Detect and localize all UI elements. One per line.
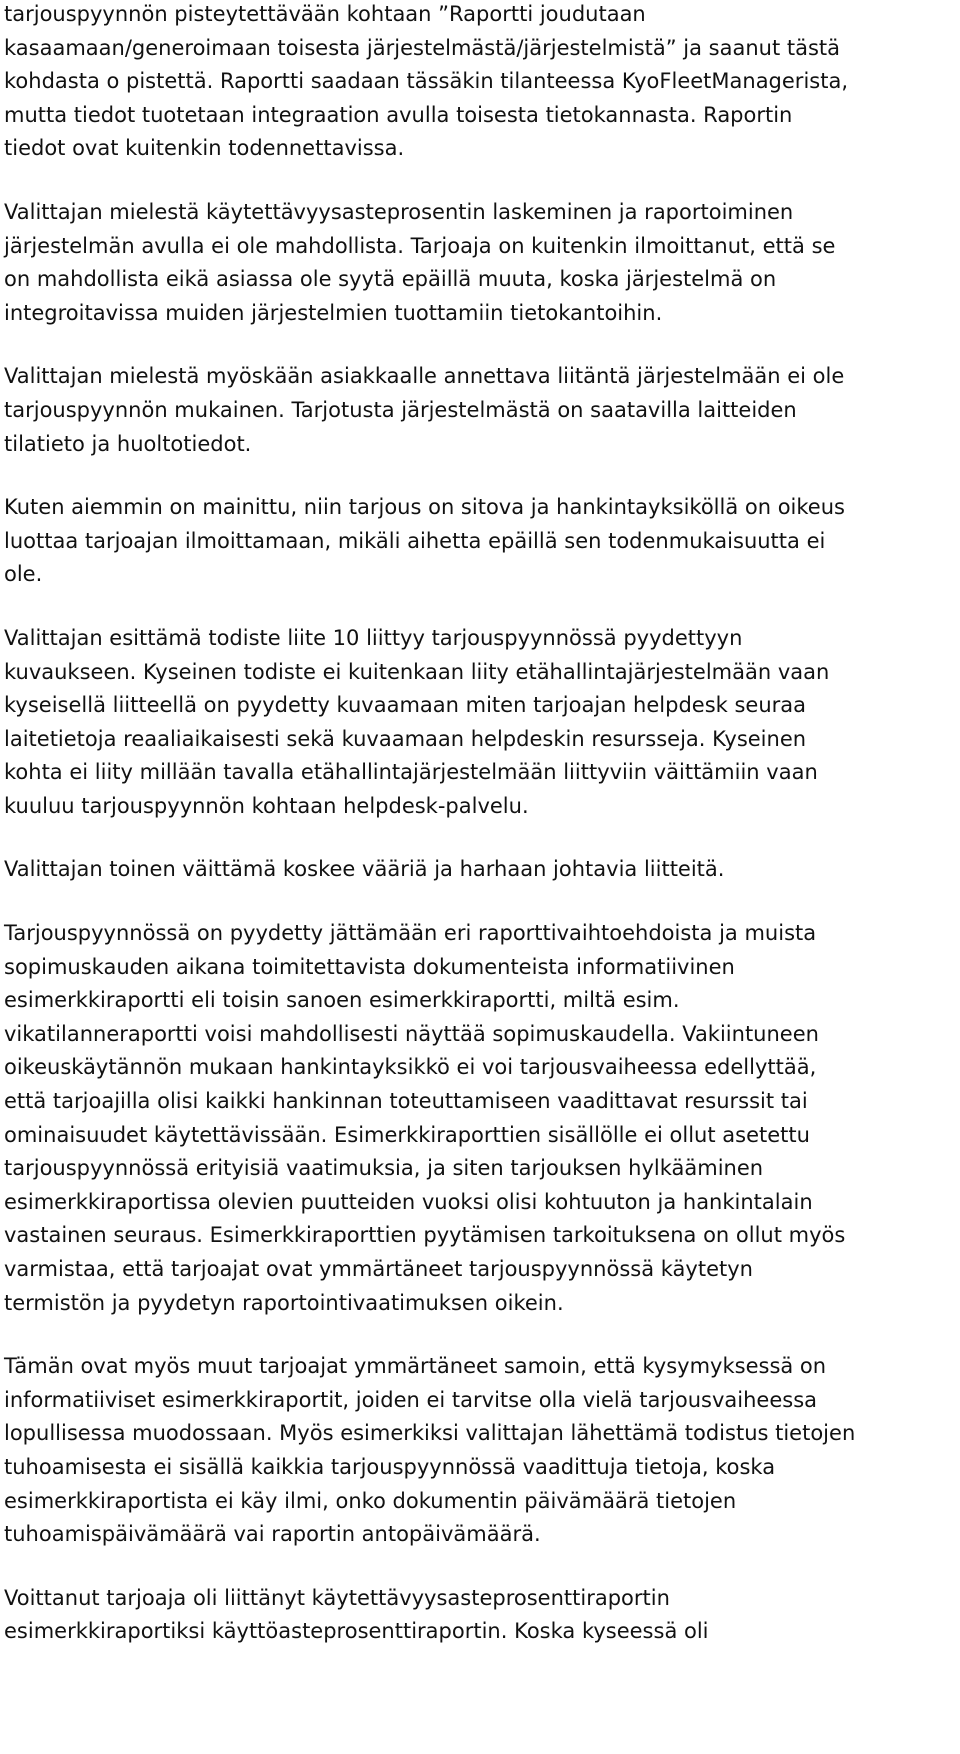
text-line: tilatieto ja huoltotiedot. — [4, 431, 252, 456]
paragraph — [4, 622, 946, 824]
paragraph — [4, 0, 946, 166]
text-line: kohdasta o pistettä. Raportti saadaan tässäkin tilanteessa KyoFleetManagerista, — [4, 69, 848, 94]
text-line: järjestelmän avulla ei ole mahdollista. Tarjoaja on kuitenkin ilmoittanut, että se — [4, 233, 836, 258]
text-line: sopimuskauden aikana toimitettavista dokumenteista informatiivinen — [4, 954, 735, 979]
text-line: esimerkkiraportissa olevien puutteiden vuoksi olisi kohtuuton ja hankintalain — [4, 1189, 813, 1214]
text-line: ominaisuudet käytettävissään. Esimerkkiraporttien sisällölle ei ollut asetettu — [4, 1122, 810, 1147]
text-line: laitetietoja reaaliaikaisesti sekä kuvaamaan helpdeskin resursseja. Kyseinen — [4, 726, 807, 751]
text-line: kohta ei liity millään tavalla etähallintajärjestelmään liittyviin väittämiin vaan — [4, 760, 818, 785]
text-line: Valittajan esittämä todiste liite 10 liittyy tarjouspyynnössä pyydettyyn — [4, 625, 743, 650]
text-line: Voittanut tarjoaja oli liittänyt käytettävyysasteprosenttiraportin — [4, 1585, 670, 1610]
text-line: kuvaukseen. Kyseinen todiste ei kuitenkaan liity etähallintajärjestelmään vaan — [4, 659, 830, 684]
text-line: tarjouspyynnössä erityisiä vaatimuksia, ja siten tarjouksen hylkääminen — [4, 1156, 764, 1181]
text-line: Valittajan mielestä käytettävyysasteprosentin laskeminen ja raportoiminen — [4, 199, 794, 224]
text-line: vikatilanneraportti voisi mahdollisesti näyttää sopimuskaudella. Vakiintuneen — [4, 1021, 819, 1046]
text-line: kuuluu tarjouspyynnön kohtaan helpdesk-palvelu. — [4, 793, 529, 818]
text-line: kyseisellä liitteellä on pyydetty kuvaamaan miten tarjoajan helpdesk seuraa — [4, 693, 807, 718]
paragraph — [4, 360, 946, 461]
text-line: Tämän ovat myös muut tarjoajat ymmärtäneet samoin, että kysymyksessä on — [4, 1354, 827, 1379]
text-line: ole. — [4, 562, 43, 587]
paragraph — [4, 1582, 946, 1649]
text-line: esimerkkiraportiksi käyttöasteprosenttiraportin. Koska kyseessä oli — [4, 1619, 709, 1644]
text-line: tuhoamisesta ei sisällä kaikkia tarjouspyynnössä vaadittuja tietoja, koska — [4, 1454, 776, 1479]
text-line: esimerkkiraportti eli toisin sanoen esimerkkiraportti, miltä esim. — [4, 988, 680, 1013]
text-line: esimerkkiraportista ei käy ilmi, onko dokumentin päivämäärä tietojen — [4, 1488, 737, 1513]
text-line: varmistaa, että tarjoajat ovat ymmärtäneet tarjouspyynnössä käytetyn — [4, 1257, 753, 1281]
text-line: termistön ja pyydetyn raportointivaatimuksen oikein. — [4, 1290, 564, 1315]
paragraph — [4, 196, 946, 330]
text-line: mutta tiedot tuotetaan integraation avulla toisesta tietokannasta. Raportin — [4, 102, 793, 127]
text-line: integroitavissa muiden järjestelmien tuottamiin tietokantoihin. — [4, 300, 663, 325]
text-line: oikeuskäytännön mukaan hankintayksikkö ei voi tarjousvaiheessa edellyttää, — [4, 1055, 817, 1080]
text-line: tuhoamispäivämäärä vai raportin antopäivämäärä. — [4, 1522, 541, 1547]
text-line: luottaa tarjoajan ilmoittamaan, mikäli aihetta epäillä sen todenmukaisuutta ei — [4, 528, 826, 553]
text-line: Valittajan toinen väittämä koskee vääriä ja harhaan johtavia liitteitä. — [4, 857, 725, 882]
paragraph — [4, 917, 946, 1320]
text-line: kasaamaan/generoimaan toisesta järjestelmästä/järjestelmistä” ja saanut tästä — [4, 35, 841, 60]
text-line: Tarjouspyynnössä on pyydetty jättämään eri raporttivaihtoehdoista ja muista — [4, 921, 817, 946]
text-line: tarjouspyynnön pisteytettävään kohtaan ”Raportti joudutaan — [4, 2, 646, 26]
paragraph — [4, 853, 946, 887]
text-line: informatiiviset esimerkkiraportit, joiden ei tarvitse olla vielä tarjousvaiheessa — [4, 1387, 818, 1412]
text-line: vastainen seuraus. Esimerkkiraporttien pyytämisen tarkoituksena on ollut myös — [4, 1223, 846, 1248]
text-line: tiedot ovat kuitenkin todennettavissa. — [4, 136, 405, 161]
text-line: Kuten aiemmin on mainittu, niin tarjous on sitova ja hankintayksiköllä on oikeus — [4, 495, 845, 520]
paragraph — [4, 1350, 946, 1552]
text-line: lopullisessa muodossaan. Myös esimerkiksi valittajan lähettämä todistus tietojen — [4, 1421, 856, 1446]
text-line: tarjouspyynnön mukainen. Tarjotusta järjestelmästä on saatavilla laitteiden — [4, 397, 797, 422]
paragraph — [4, 491, 946, 592]
text-line: että tarjoajilla olisi kaikki hankinnan toteuttamiseen vaadittavat resurssit tai — [4, 1089, 808, 1114]
text-line: Valittajan mielestä myöskään asiakkaalle annettava liitäntä järjestelmään ei ole — [4, 364, 845, 389]
text-line: on mahdollista eikä asiassa ole syytä epäillä muuta, koska järjestelmä on — [4, 267, 777, 292]
